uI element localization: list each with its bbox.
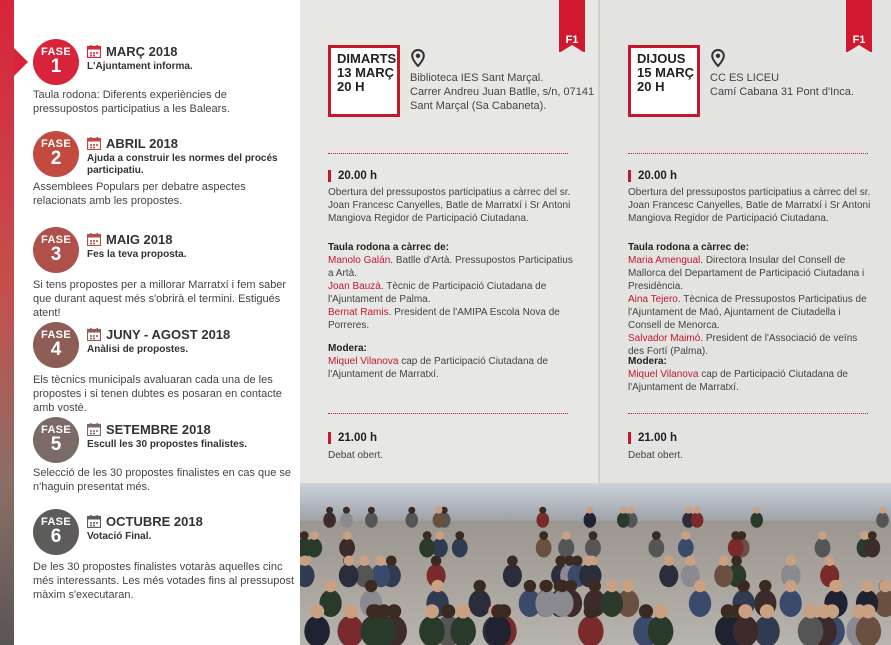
speaker-role: . Tècnica de Pressupostos Participatius de l'Ajuntament de Maó, Ajuntament de Ciutadella i Consell de Menorca. <box>628 294 867 331</box>
moderator-role: cap de Participació Ciutadana de l'Ajuntament de Marratxí. <box>628 369 848 393</box>
moderator-name: Miquel Vilanova <box>328 356 399 367</box>
event-moderator <box>628 355 873 394</box>
calendar-icon <box>87 137 101 150</box>
phase-description: De les 30 propostes finalistes votaràs aquelles cinc més interessants. Les més votades fins al pressupost màxim s'executaran. <box>33 561 295 601</box>
speaker-name: Joan Bauzà <box>328 281 381 292</box>
event-date-line: DIMARTS <box>337 51 397 66</box>
speaker-name: Bernat Ramis <box>328 307 389 318</box>
location-pin-icon <box>711 49 725 67</box>
phase-heading <box>87 422 211 437</box>
speaker-name: Maria Amengual <box>628 255 701 266</box>
speaker-role: . Tècnic de Participació Ciutadana de l'Ajuntament de Palma. <box>328 281 547 305</box>
speaker <box>328 280 573 306</box>
phase-word: FASE <box>41 516 71 528</box>
phase-subtitle: Votació Final. <box>87 531 152 542</box>
calendar-icon <box>87 328 101 341</box>
phase-subtitle: Fes la teva proposta. <box>87 249 187 260</box>
event-round-table <box>628 241 873 358</box>
phase-badge <box>33 131 79 177</box>
round-table-label: Taula rodona a càrrec de: <box>628 242 749 253</box>
speaker-name: Manolo Galán <box>328 255 391 266</box>
moderator-name: Miquel Vilanova <box>628 369 699 380</box>
event-location-line: Biblioteca IES Sant Marçal. <box>410 72 544 84</box>
moderator-label: Modera: <box>628 356 667 367</box>
phase-date: OCTUBRE 2018 <box>106 514 203 529</box>
event-date-box <box>328 45 400 117</box>
speaker-role: . President de l'AMIPA Escola Nova de Porreres. <box>328 307 560 331</box>
event-time-start: 20.00 h <box>328 170 377 182</box>
phase-date: SETEMBRE 2018 <box>106 422 211 437</box>
speaker-name: Aina Tejero <box>628 294 678 305</box>
speaker <box>628 293 873 332</box>
timeline-arrow-icon <box>14 48 28 76</box>
speaker <box>628 254 873 293</box>
event-moderator <box>328 342 573 381</box>
dotted-divider <box>328 153 568 154</box>
event-time-start: 20.00 h <box>628 170 677 182</box>
event-date-line: 15 MARÇ <box>637 65 695 80</box>
phase-subtitle: Anàlisi de propostes. <box>87 344 189 355</box>
event-tab <box>559 0 585 52</box>
phase-date: ABRIL 2018 <box>106 136 179 151</box>
event-date-line: 20 H <box>637 79 665 94</box>
phase-subtitle: Ajuda a construir les normes del procés participatiu. <box>87 153 278 176</box>
event-tab <box>846 0 872 52</box>
phase-subtitle: Escull les 30 propostes finalistes. <box>87 439 248 450</box>
event-time-end: 21.00 h <box>328 432 377 444</box>
speaker <box>328 306 573 332</box>
event-date-line: 20 H <box>337 79 365 94</box>
phase-heading <box>87 232 172 247</box>
event-location <box>710 71 854 99</box>
moderator-label: Modera: <box>328 343 367 354</box>
event-opening: Obertura del pressupostos participatius a càrrec del sr. Joan Francesc Canyelles, Batle de Marratxí i Sr Antoni Mangiova Regidor de Participació Ciutadana. <box>628 187 871 224</box>
event-location-line: Carrer Andreu Juan Batlle, s/n, 07141 <box>410 86 595 98</box>
speaker-role: . Batlle d'Artà. Pressupostos Participatius a Artà. <box>328 255 573 279</box>
event-time-end: 21.00 h <box>628 432 677 444</box>
phase-badge <box>33 227 79 273</box>
crowd-photo <box>300 483 891 645</box>
calendar-icon <box>87 423 101 436</box>
speaker <box>328 254 573 280</box>
phase-word: FASE <box>41 329 71 341</box>
event-debate: Debat obert. <box>628 450 684 461</box>
phase-description: Selecció de les 30 propostes finalistes en cas que se n'haguin presentat més. <box>33 467 292 493</box>
phase-date: JUNY - AGOST 2018 <box>106 327 231 342</box>
dotted-divider <box>628 153 868 154</box>
event-opening: Obertura del pressupostos participatius a càrrec del sr. Joan Francesc Canyelles, Batle de Marratxí i Sr Antoni Mangiova Regidor de Participació Ciutadana. <box>328 187 571 224</box>
phase-badge <box>33 509 79 555</box>
phase-word: FASE <box>41 138 71 150</box>
event-location-line: CC ES LICEU <box>710 72 780 84</box>
phase-number: 5 <box>50 434 62 455</box>
speaker-role: . President de l'Associació de veïns des Fortí (Palma). <box>628 333 858 357</box>
event-date-line: DIJOUS <box>637 51 686 66</box>
phase-date: MAIG 2018 <box>106 232 173 247</box>
phase-heading <box>87 514 203 529</box>
phase-heading <box>87 44 178 59</box>
phase-description: Si tens propostes per a millorar Marratxí i fem saber que durant aquest més s'obrirà el termini. Estigués atent! <box>33 279 287 319</box>
phase-word: FASE <box>41 424 71 436</box>
event-date-line: 13 MARÇ <box>337 65 395 80</box>
phase-badge <box>33 417 79 463</box>
phase-badge <box>33 322 79 368</box>
phases-timeline <box>0 0 300 645</box>
event-tab-label: F1 <box>565 34 579 46</box>
phase-word: FASE <box>41 46 71 58</box>
speaker-role: . Directora Insular del Consell de Mallorca del Departament de Participació Ciutadana i Presidència. <box>628 255 865 292</box>
event-date-box <box>628 45 700 117</box>
phase-number: 1 <box>50 56 62 77</box>
phase-description: Assemblees Populars per debatre aspectes relacionats amb les propostes. <box>33 181 246 207</box>
phase-number: 2 <box>50 148 62 169</box>
event-location-line: Sant Marçal (Sa Cabaneta). <box>410 100 547 112</box>
event-location <box>410 71 594 113</box>
event-debate: Debat obert. <box>328 450 384 461</box>
seated-crowd-image <box>300 483 891 645</box>
calendar-icon <box>87 45 101 58</box>
round-table-label: Taula rodona a càrrec de: <box>328 242 449 253</box>
timeline-edge-bar <box>0 0 14 645</box>
phase-number: 3 <box>50 244 62 265</box>
event-round-table <box>328 241 573 332</box>
location-pin-icon <box>411 49 425 67</box>
phase-date: MARÇ 2018 <box>106 44 178 59</box>
phase-word: FASE <box>41 234 71 246</box>
phase-badge <box>33 39 79 85</box>
event-column-1 <box>300 0 598 483</box>
event-tab-label: F1 <box>852 34 866 46</box>
moderator-role: cap de Participació Ciutadana de l'Ajuntament de Marratxí. <box>328 356 548 380</box>
phase-description: Taula rodona: Diferents experiències de pressupostos participatius a les Balears. <box>33 89 230 115</box>
phase-number: 4 <box>50 339 62 360</box>
calendar-icon <box>87 515 101 528</box>
phase-subtitle: L'Ajuntament informa. <box>87 61 193 72</box>
dotted-divider <box>328 413 568 414</box>
phase-description: Els tècnics municipals avaluaran cada una de les propostes i si tenen dubtes es posaran en contacte amb vostè. <box>33 374 282 414</box>
event-location-line: Camí Cabana 31 Pont d'Inca. <box>710 86 854 98</box>
phase-heading <box>87 327 230 342</box>
phase-heading <box>87 136 178 151</box>
calendar-icon <box>87 233 101 246</box>
dotted-divider <box>628 413 868 414</box>
speaker-name: Salvador Maimó <box>628 333 701 344</box>
phase-number: 6 <box>50 526 62 547</box>
event-column-2 <box>598 0 891 483</box>
